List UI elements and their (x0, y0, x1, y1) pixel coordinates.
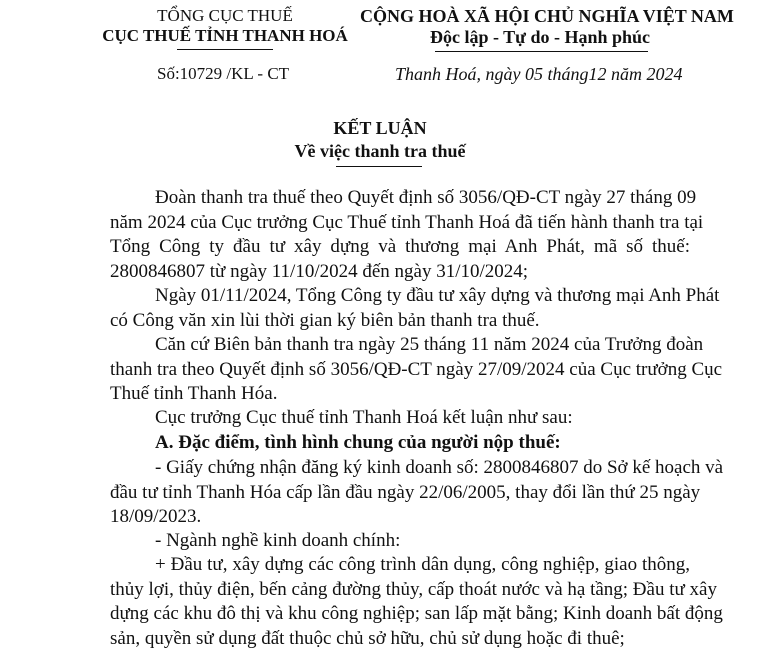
agency-underline (177, 49, 273, 50)
place-date: Thanh Hoá, ngày 05 tháng12 năm 2024 (395, 64, 683, 85)
subtitle-underline (336, 166, 422, 167)
paragraph-line: Đoàn thanh tra thuế theo Quyết định số 3056/QĐ-CT ngày 27 tháng 09 (110, 186, 690, 211)
section-heading-text: A. Đặc điểm, tình hình chung của người nộp thuế: (110, 431, 690, 456)
motto-underline (435, 51, 648, 52)
paragraph-line: thủy lợi, thủy điện, bến cảng đường thủy, cấp thoát nước và hạ tầng; Đầu tư xây (110, 578, 690, 603)
paragraph-business-line-item (110, 553, 690, 651)
paragraph-line: + Đầu tư, xây dựng các công trình dân dụng, công nghiệp, giao thông, (110, 553, 690, 578)
paragraph-line: 18/09/2023. (110, 505, 690, 530)
paragraph-line: - Ngành nghề kinh doanh chính: (110, 529, 690, 554)
paragraph-line: 2800846807 từ ngày 11/10/2024 đến ngày 31/10/2024; (110, 260, 690, 285)
paragraph-line: Tổng Công ty đầu tư xây dựng và thương mại Anh Phát, mã số thuế: (110, 235, 690, 260)
paragraph-line: dựng các khu đô thị và khu công nghiệp; san lấp mặt bằng; Kinh doanh bất động (110, 602, 690, 627)
paragraph-line: thanh tra theo Quyết định số 3056/QĐ-CT ngày 27/09/2024 của Cục trưởng Cục (110, 358, 690, 383)
paragraph-line: có Công văn xin lùi thời gian ký biên bản thanh tra thuế. (110, 309, 690, 334)
section-a-heading (110, 431, 690, 456)
paragraph-business-registration (110, 456, 690, 530)
paragraph-line: Ngày 01/11/2024, Tổng Công ty đầu tư xây dựng và thương mại Anh Phát (110, 284, 690, 309)
paragraph-inspection-team (110, 186, 690, 284)
paragraph-basis (110, 333, 690, 407)
national-motto: Độc lập - Tự do - Hạnh phúc (360, 27, 720, 48)
paragraph-delay-request (110, 284, 690, 333)
document-title: KẾT LUẬN (300, 118, 460, 139)
agency-parent: TỔNG CỤC THUẾ (120, 6, 330, 26)
document-number: Số:10729 /KL - CT (157, 64, 289, 84)
paragraph-line: Thuế tỉnh Thanh Hóa. (110, 382, 690, 407)
paragraph-line: - Giấy chứng nhận đăng ký kinh doanh số: 2800846807 do Sở kế hoạch và (110, 456, 690, 481)
paragraph-line: đầu tư tỉnh Thanh Hóa cấp lần đầu ngày 22/06/2005, thay đổi lần thứ 25 ngày (110, 481, 690, 506)
agency-name: CỤC THUẾ TỈNH THANH HOÁ (95, 26, 355, 46)
document-subtitle: Về việc thanh tra thuế (250, 141, 510, 162)
national-title: CỘNG HOÀ XÃ HỘI CHỦ NGHĨA VIỆT NAM (360, 6, 720, 27)
paragraph-line: Cục trưởng Cục thuế tỉnh Thanh Hoá kết luận như sau: (110, 406, 690, 431)
paragraph-line: năm 2024 của Cục trưởng Cục Thuế tỉnh Thanh Hoá đã tiến hành thanh tra tại (110, 211, 690, 236)
paragraph-business-lines (110, 529, 690, 554)
paragraph-line: Căn cứ Biên bản thanh tra ngày 25 tháng 11 năm 2024 của Trưởng đoàn (110, 333, 690, 358)
paragraph-conclusion-intro (110, 406, 690, 431)
paragraph-line: sản, quyền sử dụng đất thuộc chủ sở hữu, chủ sử dụng hoặc đi thuê; (110, 627, 690, 651)
